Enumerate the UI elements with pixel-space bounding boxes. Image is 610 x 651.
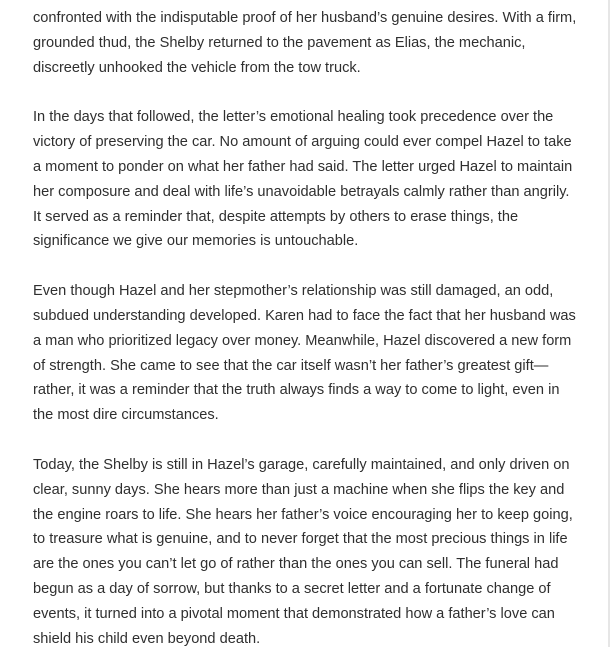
paragraph-4: Today, the Shelby is still in Hazel’s garage, carefully maintained, and only driven on clear, sunny days. She hears more than just a machine when she flips the key and the engine roars to life. She hears her father’s voice encouraging her to keep going, to treasure what is genuine, and to never forget that the most precious things in life are the ones you can’t let go of rather than the ones you can sell. The funeral had begun as a day of sorrow, but thanks to a secret letter and a fortunate change of events, it turned into a pivotal moment that demonstrated how a father’s love can shield his child even beyond death. [33,456,573,647]
paragraph-2: In the days that followed, the letter’s emotional healing took precedence over the victory of preserving the car. No amount of arguing could ever compel Hazel to take a moment to ponder on what her father had said. The letter urged Hazel to maintain her composure and deal with life’s unavoidable betrayals calmly rather than angrily. It served as a reminder that, despite attempts by others to erase things, the significance we give our memories is untouchable. [33,109,573,250]
paragraph-3: Even though Hazel and her stepmother’s relationship was still damaged, an odd, subdued understanding developed. Karen had to face the fact that her husband was a man who prioritized legacy over money. Meanwhile, Hazel discovered a new form of strength. She came to see that the car itself wasn’t her father’s greatest gift—rather, it was a reminder that the truth always finds a way to come to light, even in the most dire circumstances. [33,283,576,424]
article-body [33,6,581,651]
paragraph-1: confronted with the indisputable proof of her husband’s genuine desires. With a firm, grounded thud, the Shelby returned to the pavement as Elias, the mechanic, discreetly unhooked the vehicle from the tow truck. [33,10,577,76]
